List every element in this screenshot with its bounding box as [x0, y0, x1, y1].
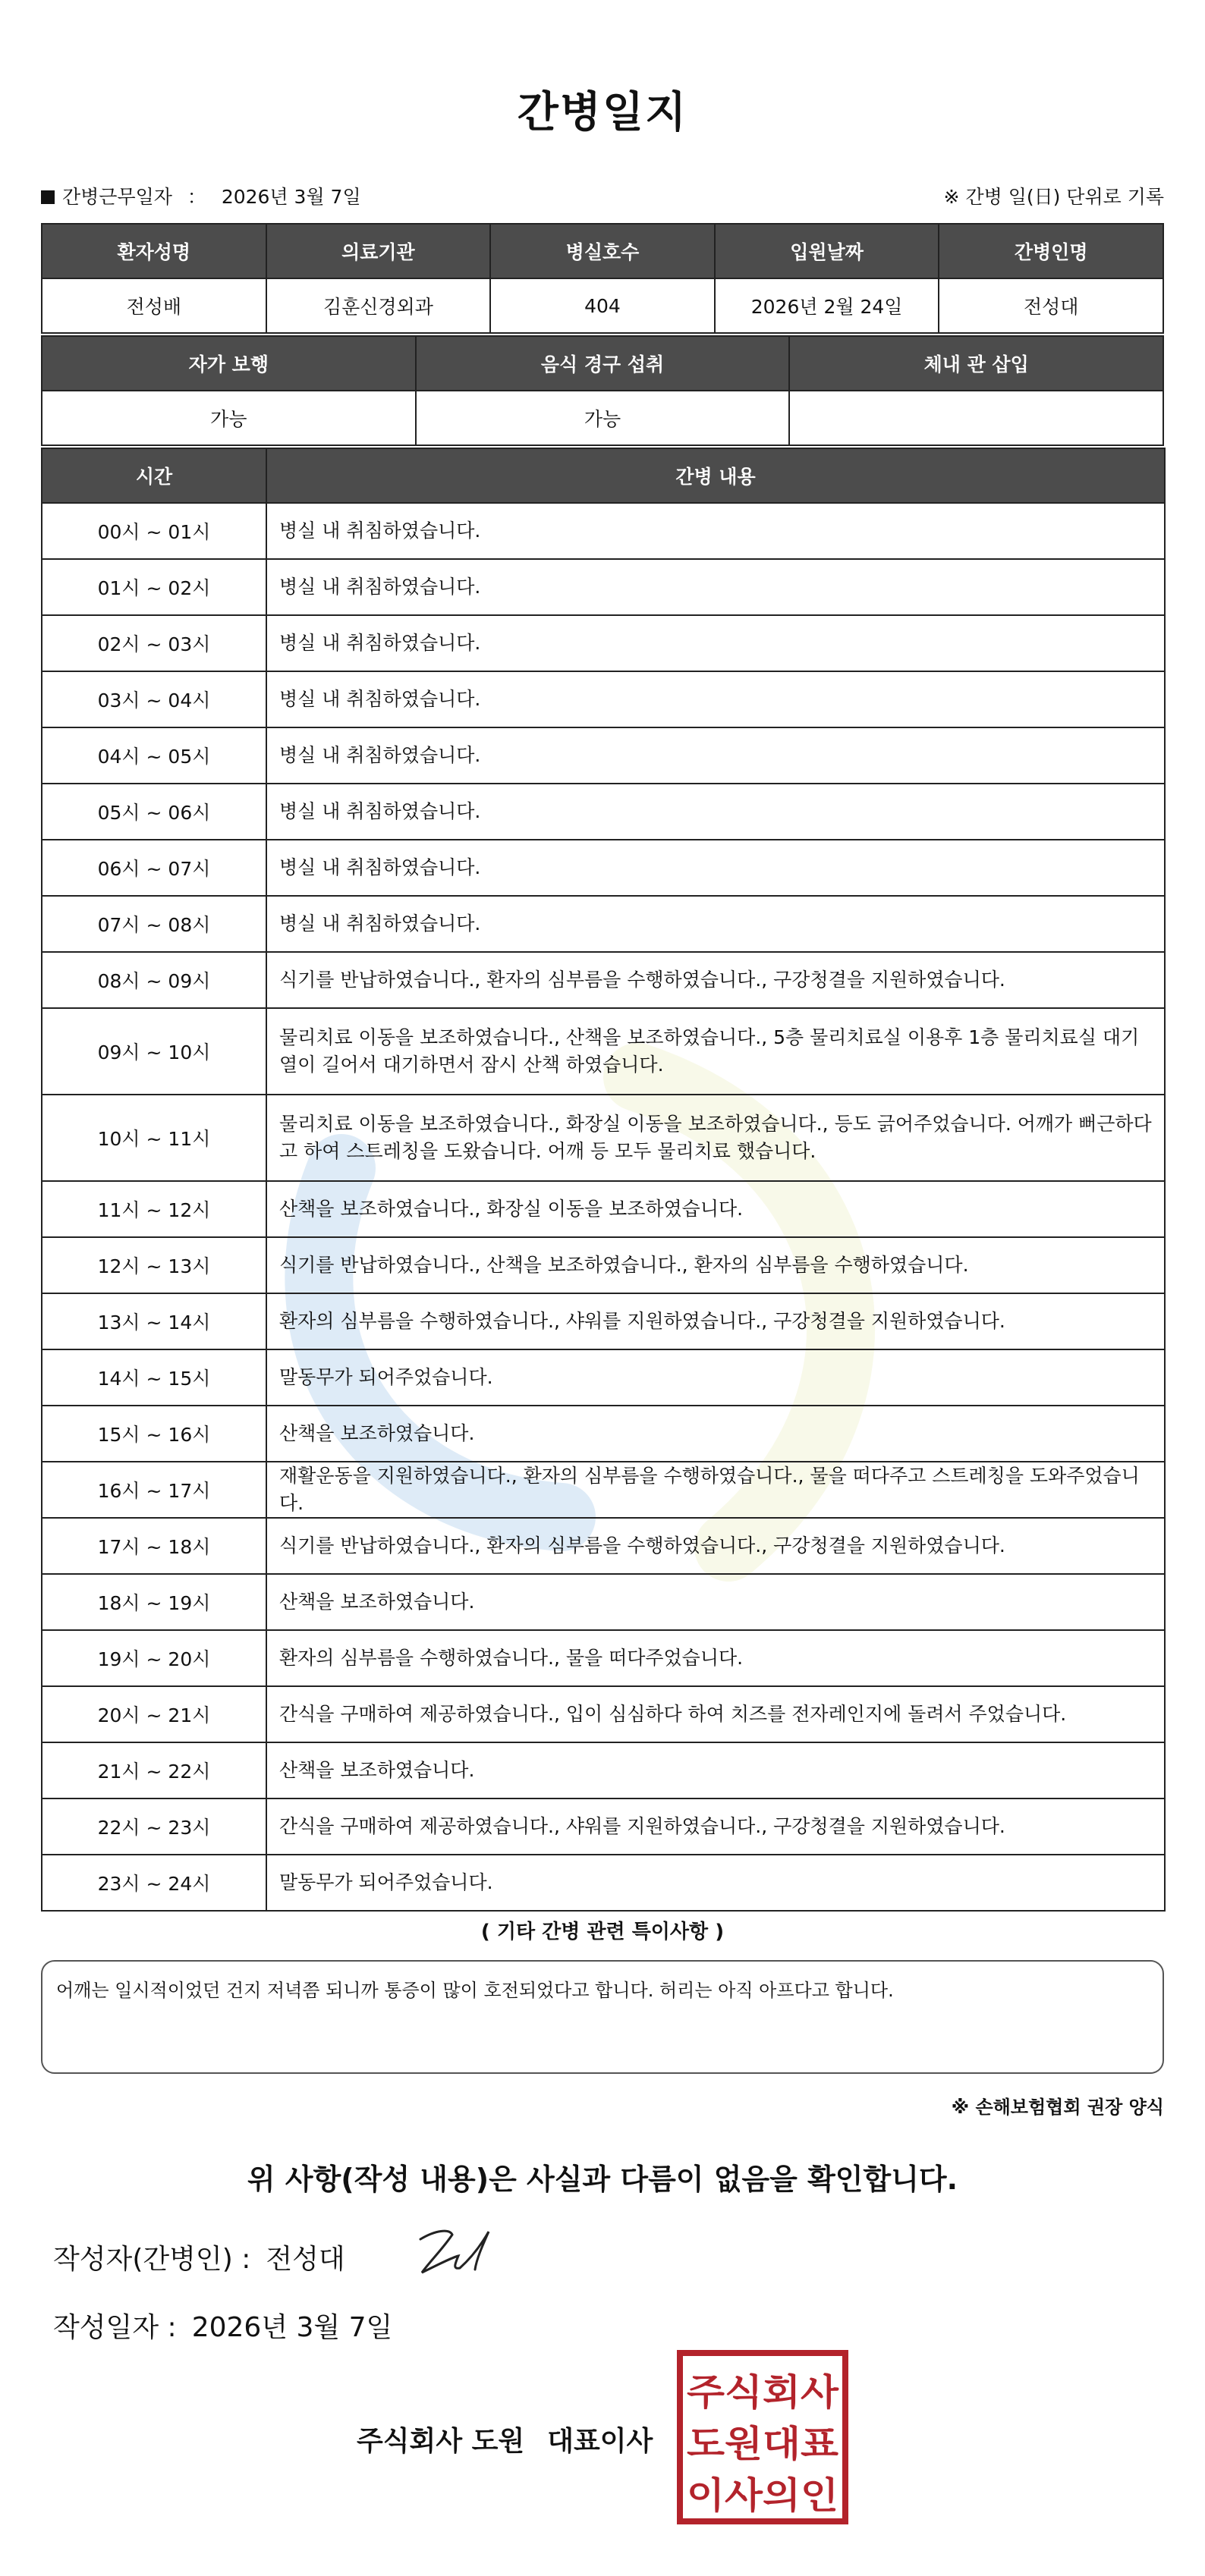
signature-icon	[413, 2223, 496, 2283]
log-content: 물리치료 이동을 보조하였습니다., 산책을 보조하였습니다., 5층 물리치료실 이용후 1층 물리치료실 대기열이 길어서 대기하면서 잠시 산책 하였습니다.	[266, 1008, 1165, 1095]
oral-intake-value: 가능	[416, 391, 790, 445]
table-row	[42, 1181, 1165, 1237]
table-row	[42, 1630, 1165, 1686]
table-row	[42, 1518, 1165, 1574]
log-time: 05시 ~ 06시	[42, 784, 266, 840]
table-row	[42, 1462, 1165, 1518]
work-date-value: 2026년 3월 7일	[221, 186, 361, 208]
patient-name: 전성배	[42, 278, 266, 333]
table-row	[42, 727, 1165, 784]
log-content: 병실 내 취침하였습니다.	[266, 727, 1165, 784]
log-time: 15시 ~ 16시	[42, 1406, 266, 1462]
log-time: 01시 ~ 02시	[42, 559, 266, 615]
tube-value	[789, 391, 1163, 445]
admission-date: 2026년 2월 24일	[715, 278, 939, 333]
log-content: 말동무가 되어주었습니다.	[266, 1855, 1165, 1911]
log-time: 17시 ~ 18시	[42, 1518, 266, 1574]
log-content: 산책을 보조하였습니다.	[266, 1742, 1165, 1798]
header-patient-name: 환자성명	[42, 224, 266, 278]
form-note: ※ 손해보험협회 권장 양식	[951, 2097, 1164, 2118]
hospital: 김훈신경외과	[266, 278, 491, 333]
table-row	[42, 615, 1165, 671]
patient-info-value-row	[42, 278, 1163, 333]
log-time: 00시 ~ 01시	[42, 503, 266, 559]
table-row	[42, 1008, 1165, 1095]
log-time: 22시 ~ 23시	[42, 1798, 266, 1855]
log-content: 식기를 반납하였습니다., 환자의 심부름을 수행하였습니다., 구강청결을 지원하였습니다.	[266, 952, 1165, 1008]
log-content: 재활운동을 지원하였습니다., 환자의 심부름을 수행하였습니다., 물을 떠다주고 스트레칭을 도와주었습니다.	[266, 1462, 1165, 1518]
work-date-separator: ：	[187, 186, 206, 208]
care-log-table	[41, 448, 1166, 1912]
unit-note: ※ 간병 일(日) 단위로 기록	[943, 186, 1164, 208]
log-time: 03시 ~ 04시	[42, 671, 266, 727]
company-seal-icon	[677, 2350, 848, 2524]
table-row	[42, 952, 1165, 1008]
table-row	[42, 1095, 1165, 1181]
date-line	[53, 2306, 392, 2345]
log-time: 18시 ~ 19시	[42, 1574, 266, 1630]
ability-table	[41, 335, 1164, 446]
log-content: 병실 내 취침하였습니다.	[266, 559, 1165, 615]
company-name: 주식회사 도원	[357, 2426, 525, 2457]
page-title: 간병일지	[517, 88, 688, 137]
log-content: 간식을 구매하여 제공하였습니다., 입이 심심하다 하여 치즈를 전자레인지에 돌려서 주었습니다.	[266, 1686, 1165, 1742]
table-row	[42, 896, 1165, 952]
ability-header-row	[42, 336, 1163, 391]
ability-value-row	[42, 391, 1163, 445]
log-content: 말동무가 되어주었습니다.	[266, 1349, 1165, 1406]
representative-title: 대표이사	[547, 2426, 653, 2457]
svg-text:이사의인: 이사의인	[687, 2474, 838, 2517]
log-content: 산책을 보조하였습니다., 화장실 이동을 보조하였습니다.	[266, 1181, 1165, 1237]
work-date	[41, 182, 361, 209]
care-log-body	[42, 503, 1165, 1911]
table-row	[42, 1349, 1165, 1406]
room-number: 404	[490, 278, 715, 333]
log-time: 16시 ~ 17시	[42, 1462, 266, 1518]
walking-value: 가능	[42, 391, 416, 445]
log-content: 환자의 심부름을 수행하였습니다., 샤워를 지원하였습니다., 구강청결을 지원하였습니다.	[266, 1293, 1165, 1349]
log-content: 병실 내 취침하였습니다.	[266, 784, 1165, 840]
header-tube: 체내 관 삽입	[789, 336, 1163, 391]
notes-box	[41, 1960, 1164, 2074]
table-row	[42, 1686, 1165, 1742]
table-row	[42, 784, 1165, 840]
header-oral-intake: 음식 경구 섭취	[416, 336, 790, 391]
log-content: 간식을 구매하여 제공하였습니다., 샤워를 지원하였습니다., 구강청결을 지원하였습니다.	[266, 1798, 1165, 1855]
log-content: 산책을 보조하였습니다.	[266, 1406, 1165, 1462]
header-content: 간병 내용	[266, 448, 1165, 503]
log-content: 산책을 보조하였습니다.	[266, 1574, 1165, 1630]
date-value: 2026년 3월 7일	[191, 2312, 393, 2343]
log-time: 06시 ~ 07시	[42, 840, 266, 896]
svg-text:주식회사: 주식회사	[687, 2371, 839, 2414]
date-label: 작성일자 :	[53, 2312, 177, 2343]
log-content: 병실 내 취침하였습니다.	[266, 896, 1165, 952]
care-log-header-row	[42, 448, 1165, 503]
confirmation-statement: 위 사항(작성 내용)은 사실과 다름이 없음을 확인합니다.	[247, 2163, 958, 2196]
writer-label: 작성자(간병인) :	[53, 2244, 251, 2275]
header-room: 병실호수	[490, 224, 715, 278]
log-time: 21시 ~ 22시	[42, 1742, 266, 1798]
table-row	[42, 840, 1165, 896]
log-content: 식기를 반납하였습니다., 환자의 심부름을 수행하였습니다., 구강청결을 지원하였습니다.	[266, 1518, 1165, 1574]
caregiver-name: 전성대	[939, 278, 1163, 333]
log-time: 13시 ~ 14시	[42, 1293, 266, 1349]
table-row	[42, 671, 1165, 727]
notes-text: 어깨는 일시적이었던 건지 저녁쯤 되니까 통증이 많이 호전되었다고 합니다. 허리는 아직 아프다고 합니다.	[56, 1980, 894, 2001]
table-row	[42, 1406, 1165, 1462]
log-content: 물리치료 이동을 보조하였습니다., 화장실 이동을 보조하였습니다., 등도 긁어주었습니다. 어깨가 뻐근하다고 하여 스트레칭을 도왔습니다. 어깨 등 모두 물리치료 했습니다.	[266, 1095, 1165, 1181]
header-hospital: 의료기관	[266, 224, 491, 278]
table-row	[42, 1237, 1165, 1293]
table-row	[42, 1742, 1165, 1798]
header-admission-date: 입원날짜	[715, 224, 939, 278]
writer-line	[53, 2238, 345, 2276]
notes-title: ( 기타 간병 관련 특이사항 )	[480, 1921, 725, 1943]
log-time: 12시 ~ 13시	[42, 1237, 266, 1293]
table-row	[42, 503, 1165, 559]
table-row	[42, 1798, 1165, 1855]
log-time: 11시 ~ 12시	[42, 1181, 266, 1237]
log-time: 23시 ~ 24시	[42, 1855, 266, 1911]
header-time: 시간	[42, 448, 266, 503]
company-line	[357, 2420, 653, 2458]
patient-info-header-row	[42, 224, 1163, 278]
log-content: 환자의 심부름을 수행하였습니다., 물을 떠다주었습니다.	[266, 1630, 1165, 1686]
patient-info-table	[41, 223, 1164, 334]
work-date-label: 간병근무일자	[62, 186, 172, 208]
log-time: 02시 ~ 03시	[42, 615, 266, 671]
meta-row	[41, 182, 1164, 212]
log-content: 병실 내 취침하였습니다.	[266, 671, 1165, 727]
log-time: 04시 ~ 05시	[42, 727, 266, 784]
log-time: 19시 ~ 20시	[42, 1630, 266, 1686]
log-time: 14시 ~ 15시	[42, 1349, 266, 1406]
log-time: 10시 ~ 11시	[42, 1095, 266, 1181]
square-bullet-icon	[41, 190, 55, 204]
log-content: 병실 내 취침하였습니다.	[266, 615, 1165, 671]
log-time: 07시 ~ 08시	[42, 896, 266, 952]
log-content: 병실 내 취침하였습니다.	[266, 503, 1165, 559]
log-time: 09시 ~ 10시	[42, 1008, 266, 1095]
log-content: 병실 내 취침하였습니다.	[266, 840, 1165, 896]
log-time: 20시 ~ 21시	[42, 1686, 266, 1742]
table-row	[42, 559, 1165, 615]
svg-text:도원대표: 도원대표	[687, 2423, 839, 2465]
writer-name: 전성대	[266, 2244, 345, 2275]
table-row	[42, 1855, 1165, 1911]
table-row	[42, 1293, 1165, 1349]
table-row	[42, 1574, 1165, 1630]
header-caregiver: 간병인명	[939, 224, 1163, 278]
log-content: 식기를 반납하였습니다., 산책을 보조하였습니다., 환자의 심부름을 수행하였습니다.	[266, 1237, 1165, 1293]
header-walking: 자가 보행	[42, 336, 416, 391]
log-time: 08시 ~ 09시	[42, 952, 266, 1008]
